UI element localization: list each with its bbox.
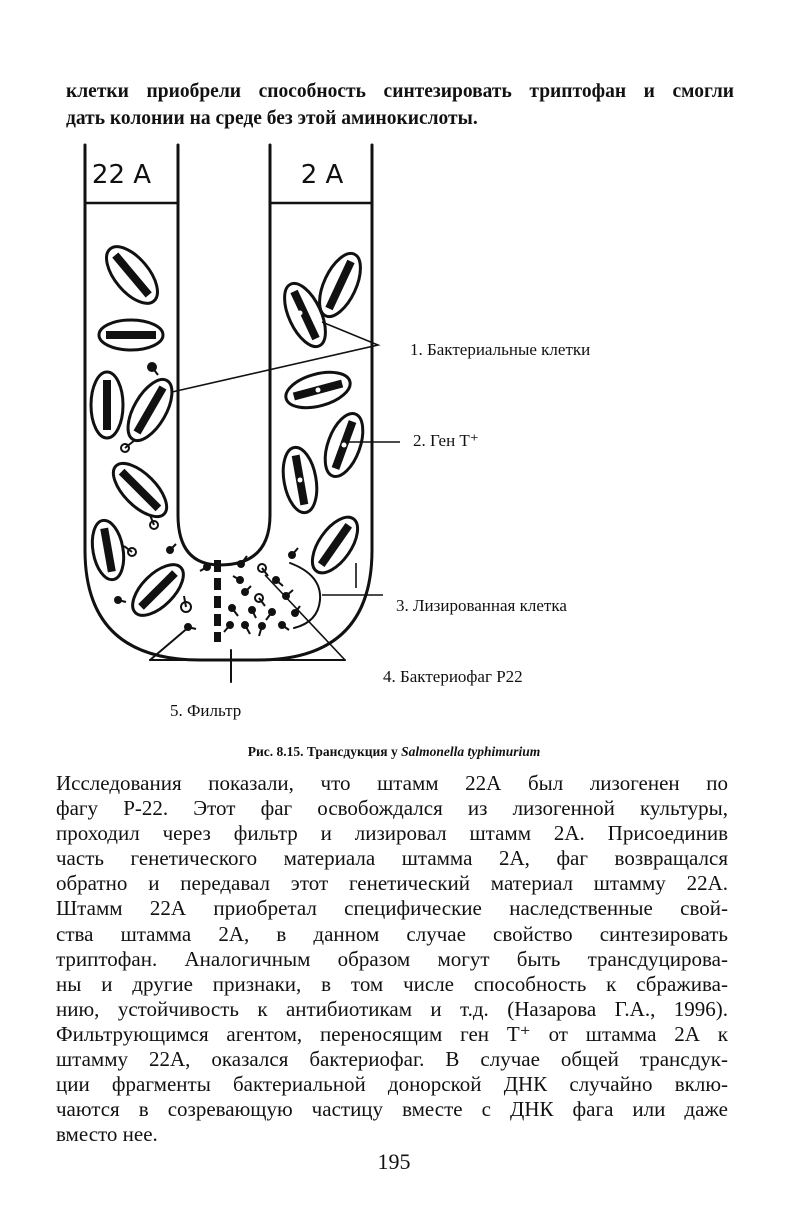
filter-line <box>214 560 221 642</box>
page-number: 195 <box>377 1149 411 1174</box>
body-line: Фильтрующимся агентом, переносящим ген Т⁺ от штамма 2А к <box>56 1021 728 1046</box>
bacterial-cell <box>88 518 128 582</box>
transduction-figure <box>0 130 788 730</box>
tube-inner-wall <box>178 145 270 565</box>
bacterial-cell <box>304 510 367 581</box>
body-line: нию, устойчивость к антибиотикам и т.д. (Назарова Г.А., 1996). <box>56 996 728 1021</box>
body-paragraph <box>56 771 728 1147</box>
body-line: ции фрагменты бактериальной донорской ДНК случайно вклю- <box>56 1072 728 1097</box>
intro-line-2: дать колонии на среде без этой аминокислоты. <box>66 108 478 129</box>
caption-species: Salmonella typhimurium <box>401 744 541 759</box>
filter-bracket <box>150 626 190 660</box>
intro-line-1: клетки приобрели способность синтезировать триптофан и смогли <box>66 81 734 102</box>
body-line: штамму 22А, оказался бактериофаг. В случае общей трансдук- <box>56 1047 728 1072</box>
leader-line-1 <box>172 322 378 392</box>
body-line: Штамм 22А приобретал специфические наследственные свой- <box>56 896 728 921</box>
body-line: фагу Р-22. Этот фаг освобождался из лизогенной культуры, <box>56 796 728 821</box>
body-line: обратно и передавал этот генетический материал штамму 22А. <box>56 871 728 896</box>
tube-22a-label: 22 A <box>91 160 152 190</box>
bacterial-cell <box>97 238 167 312</box>
body-line: ны и другие признаки, в том числе способность к сбражива- <box>56 971 728 996</box>
bacterial-cell <box>124 556 192 624</box>
body-line: Исследования показали, что штамм 22А был лизогенен по <box>56 771 728 795</box>
transduction-diagram <box>0 130 788 730</box>
bacterial-cell <box>91 372 123 438</box>
figure-caption <box>0 744 788 760</box>
tube-2a-label: 2 A <box>300 160 344 190</box>
body-line: часть генетического материала штамма 2А, фаг возвращался <box>56 846 728 871</box>
label-gene-t: 2. Ген Т⁺ <box>413 431 479 450</box>
body-line: триптофан. Аналогичным образом могут быть трансдуцирова- <box>56 946 728 971</box>
bacterial-cell <box>99 320 163 350</box>
body-line: вместо нее. <box>56 1122 158 1147</box>
label-filter: 5. Фильтр <box>170 701 242 720</box>
label-bacteriophage: 4. Бактериофаг Р22 <box>383 667 523 686</box>
body-line: проходил через фильтр и лизировал штамм 2А. Присоединив <box>56 821 728 846</box>
phage-particles <box>115 363 300 636</box>
bacterial-cell <box>105 455 176 526</box>
intro-paragraph <box>66 78 734 132</box>
label-bacterial-cells: 1. Бактериальные клетки <box>410 340 591 359</box>
label-lysed-cell: 3. Лизированная клетка <box>396 596 567 615</box>
leader-line-4 <box>265 575 345 660</box>
caption-prefix: Рис. 8.15. Трансдукция у <box>247 744 402 759</box>
body-line: чаются в созревающую частицу вместе с ДНК фага или даже <box>56 1097 728 1122</box>
body-line: ства штамма 2А, в данном случае свойство синтезировать <box>56 921 728 946</box>
bacterial-cell <box>119 373 181 448</box>
